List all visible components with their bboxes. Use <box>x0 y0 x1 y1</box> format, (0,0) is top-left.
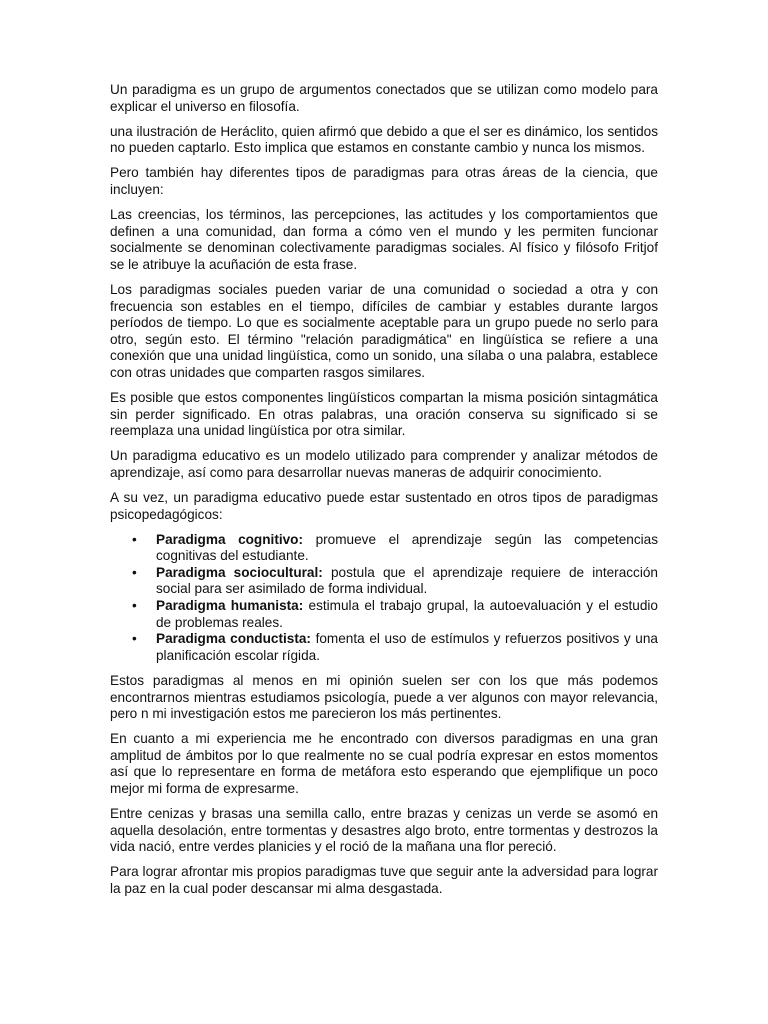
list-item-term: Paradigma cognitivo: <box>156 531 304 547</box>
paragraph: En cuanto a mi experiencia me he encontrado con diversos paradigmas en una gran amplitud de ámbitos por lo que realmente no se cual podría expresar en estos momentos así que lo representare en forma de metáfora esto esperando que ejemplifique un poco mejor mi forma de expresarme. <box>110 731 658 796</box>
list-item <box>132 531 658 565</box>
paradigm-list <box>110 532 658 665</box>
list-item-term: Paradigma sociocultural: <box>156 564 323 580</box>
document-page <box>110 82 658 906</box>
paragraph: Para lograr afrontar mis propios paradigmas tuve que seguir ante la adversidad para lograr la paz en la cual poder descansar mi alma desgastada. <box>110 864 658 896</box>
bullet-icon: • <box>132 531 137 547</box>
list-item-text: postula que el aprendizaje requiere de interacción social para ser asimilado de forma individual. <box>156 564 658 597</box>
list-item <box>132 564 658 598</box>
paragraph: Pero también hay diferentes tipos de paradigmas para otras áreas de la ciencia, que incluyen: <box>110 165 658 197</box>
list-item-text: fomenta el uso de estímulos y refuerzos positivos y una planificación escolar rígida. <box>156 631 658 663</box>
paragraph: Los paradigmas sociales pueden variar de una comunidad o sociedad a otra y con frecuencia son estables en el tiempo, difíciles de cambiar y estables durante largos períodos de tiempo. Lo que es socialmente aceptable para un grupo puede no serlo para otro, según esto. El término "relación paradigmática" en lingüística se refiere a una conexión que una unidad lingüística, como un sonido, una sílaba o una palabra, establece con otras unidades que comparten rasgos similares. <box>110 281 658 380</box>
bullet-icon: • <box>132 631 137 647</box>
paragraph: A su vez, un paradigma educativo puede estar sustentado en otros tipos de paradigmas psicopedagógicos: <box>110 489 658 522</box>
list-item-text: promueve el aprendizaje según las competencias cognitivas del estudiante. <box>156 531 658 564</box>
paragraph: Estos paradigmas al menos en mi opinión suelen ser con los que más podemos encontrarnos mientras estudiamos psicología, puede a ver algunos con mayor relevancia, pero n mi investigación estos me parecieron los más pertinentes. <box>110 672 658 722</box>
paragraph: una ilustración de Heráclito, quien afirmó que debido a que el ser es dinámico, los sentidos no pueden captarlo. Esto implica que estamos en constante cambio y nunca los mismos. <box>110 123 658 156</box>
paragraph: Entre cenizas y brasas una semilla callo, entre brazas y cenizas un verde se asomó en aquella desolación, entre tormentas y desastres algo broto, entre tormentas y destrozos la vida nació, entre verdes planicies y el roció de la mañana una flor pereció. <box>110 806 658 855</box>
paragraph: Es posible que estos componentes lingüísticos compartan la misma posición sintagmática sin perder significado. En otras palabras, una oración conserva su significado si se reemplaza una unidad lingüística por otra similar. <box>110 390 658 439</box>
bullet-icon: • <box>132 598 137 614</box>
paragraph: Las creencias, los términos, las percepciones, las actitudes y los comportamientos que definen a una comunidad, dan forma a cómo ven el mundo y les permiten funcionar socialmente se denominan colectivamente paradigmas sociales. Al físico y filósofo Fritjof se le atribuye la acuñación de esta frase. <box>110 207 658 272</box>
list-item-term: Paradigma humanista: <box>156 598 304 614</box>
list-item <box>132 598 658 631</box>
paragraph: Un paradigma educativo es un modelo utilizado para comprender y analizar métodos de aprendizaje, así como para desarrollar nuevas maneras de adquirir conocimiento. <box>110 448 658 480</box>
bullet-icon: • <box>132 564 137 580</box>
list-item-term: Paradigma conductista: <box>156 631 311 647</box>
list-item <box>132 631 658 664</box>
paragraph: Un paradigma es un grupo de argumentos conectados que se utilizan como modelo para explicar el universo en filosofía. <box>110 82 658 114</box>
list-item-text: estimula el trabajo grupal, la autoevaluación y el estudio de problemas reales. <box>156 598 658 630</box>
